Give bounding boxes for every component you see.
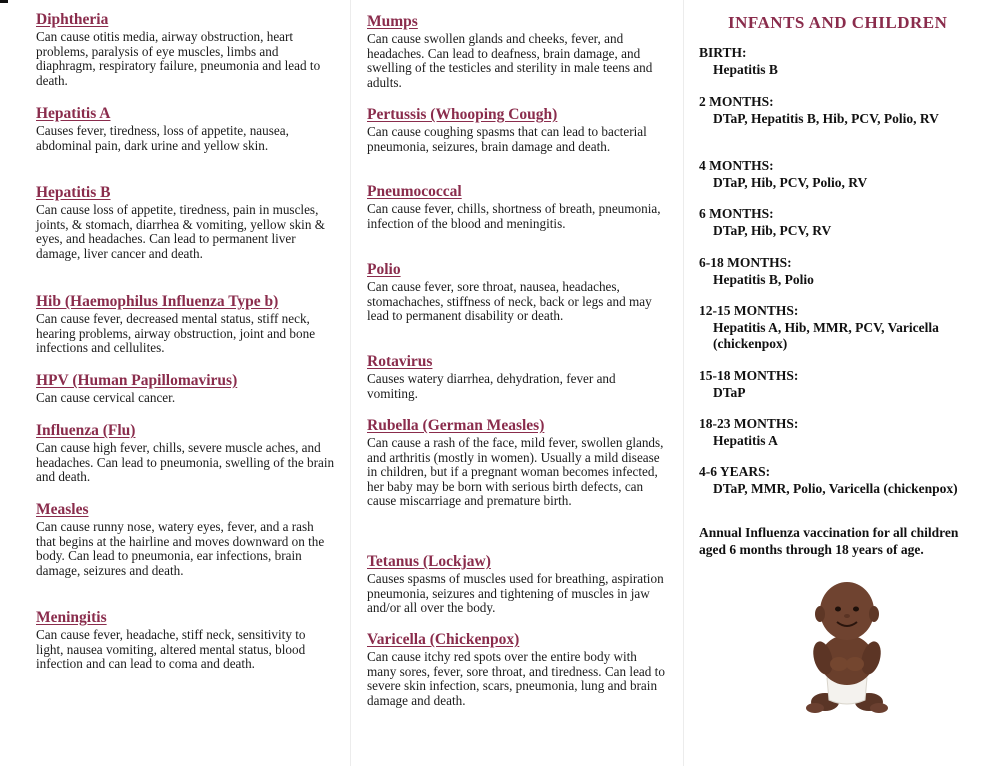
panel-fold-line [350, 0, 351, 766]
schedule-item-6-months [699, 206, 999, 239]
schedule-vaccines: DTaP [713, 384, 746, 400]
disease-description: Can cause fever, decreased mental status, stiff neck, hearing problems, airway obstruction, joint and bone infections and cellulites. [36, 311, 316, 356]
schedule-age: BIRTH: [699, 45, 747, 60]
schedule-item-12-15-months [699, 303, 999, 353]
schedule-age: 4-6 YEARS: [699, 464, 771, 479]
schedule-vaccines: Hepatitis B [713, 61, 778, 77]
disease-entry-varicella [367, 631, 667, 708]
schedule-item-4-months [699, 158, 999, 191]
disease-title: Polio [367, 261, 401, 278]
disease-description: Causes watery diarrhea, dehydration, fever and vomiting. [367, 371, 616, 401]
disease-entry-meningitis [36, 609, 336, 672]
disease-title: Diphtheria [36, 11, 109, 28]
disease-entry-tetanus [367, 553, 667, 616]
disease-title: Hib (Haemophilus Influenza Type b) [36, 293, 279, 310]
schedule-age: 2 MONTHS: [699, 94, 774, 109]
disease-entry-influenza [36, 422, 336, 485]
schedule-heading: INFANTS AND CHILDREN [728, 13, 948, 32]
disease-entry-hpv [36, 372, 336, 406]
disease-description: Can cause runny nose, watery eyes, fever, and a rash that begins at the hairline and moves downward on the body. Can lead to pneumonia, ear infections, brain damage, seizures and death. [36, 519, 325, 578]
disease-description: Causes spasms of muscles used for breathing, aspiration pneumonia, seizures and tightening of muscles in jaw and/or all over the body. [367, 571, 664, 616]
schedule-age: 6-18 MONTHS: [699, 255, 792, 270]
schedule-age: 12-15 MONTHS: [699, 303, 799, 318]
disease-title: Meningitis [36, 609, 107, 626]
disease-title: Hepatitis A [36, 105, 111, 122]
disease-title: Pertussis (Whooping Cough) [367, 106, 558, 123]
baby-photo [799, 578, 894, 718]
disease-description: Can cause swollen glands and cheeks, fever, and headaches. Can lead to deafness, brain damage, and swelling of the testicles and sterility in male teens and adults. [367, 31, 653, 90]
disease-entry-rubella [367, 417, 667, 509]
disease-description: Can cause coughing spasms that can lead to bacterial pneumonia, seizures, brain damage and death. [367, 124, 647, 154]
disease-title: Pneumococcal [367, 183, 462, 200]
schedule-item-18-23-months [699, 416, 999, 449]
schedule-item-4-6-years [699, 464, 999, 497]
schedule-vaccines: Hepatitis A [713, 432, 778, 448]
disease-description: Can cause loss of appetite, tiredness, pain in muscles, joints, & stomach, diarrhea & vomiting, yellow skin & eyes, and headaches. Can lead to permanent liver damage, liver cancer and death. [36, 202, 325, 261]
disease-entry-mumps [367, 13, 667, 90]
schedule-item-6-18-months [699, 255, 999, 288]
disease-title: Tetanus (Lockjaw) [367, 553, 491, 570]
disease-title: Influenza (Flu) [36, 422, 136, 439]
schedule-age: 18-23 MONTHS: [699, 416, 799, 431]
influenza-note: Annual Influenza vaccination for all children aged 6 months through 18 years of age. [699, 525, 959, 557]
disease-entry-measles [36, 501, 336, 578]
disease-title: Hepatitis B [36, 184, 111, 201]
schedule-age: 6 MONTHS: [699, 206, 774, 221]
disease-description: Can cause cervical cancer. [36, 390, 176, 405]
disease-title: Mumps [367, 13, 418, 30]
disease-title: Measles [36, 501, 89, 518]
disease-entry-rotavirus [367, 353, 667, 401]
disease-entry-pertussis [367, 106, 667, 154]
disease-entry-hib [36, 293, 336, 356]
disease-entry-diphtheria [36, 11, 336, 88]
panel-fold-line [683, 0, 684, 766]
disease-description: Can cause fever, sore throat, nausea, headaches, stomachaches, stiffness of neck, back or legs and may lead to permanent disability or death. [367, 279, 652, 324]
schedule-vaccines: DTaP, MMR, Polio, Varicella (chickenpox) [713, 480, 958, 496]
scan-corner-mark [0, 0, 8, 3]
disease-description: Causes fever, tiredness, loss of appetite, nausea, abdominal pain, dark urine and yellow skin. [36, 123, 289, 153]
disease-entry-polio [367, 261, 667, 324]
disease-entry-hepatitis-a [36, 105, 336, 153]
schedule-vaccines: Hepatitis A, Hib, MMR, PCV, Varicella (chickenpox) [713, 319, 939, 351]
disease-description: Can cause otitis media, airway obstruction, heart problems, paralysis of eye muscles, limbs and diaphragm, respiratory failure, pneumonia and lead to death. [36, 29, 321, 88]
disease-entry-hepatitis-b [36, 184, 336, 261]
disease-title: HPV (Human Papillomavirus) [36, 372, 238, 389]
schedule-age: 15-18 MONTHS: [699, 368, 799, 383]
disease-description: Can cause itchy red spots over the entire body with many sores, fever, sore throat, and tiredness. Can lead to severe skin infection, scars, pneumonia, lung and brain damage and death. [367, 649, 665, 708]
schedule-item-2-months [699, 94, 999, 127]
disease-title: Rubella (German Measles) [367, 417, 545, 434]
disease-description: Can cause a rash of the face, mild fever, swollen glands, and arthritis (mostly in women). Usually a mild disease in children, but if a pregnant woman becomes infected, her baby may be born with serious birth defects, can cause miscarriage and premature birth. [367, 435, 664, 509]
schedule-vaccines: Hepatitis B, Polio [713, 271, 814, 287]
schedule-age: 4 MONTHS: [699, 158, 774, 173]
schedule-vaccines: DTaP, Hib, PCV, Polio, RV [713, 174, 868, 190]
schedule-item-birth [699, 45, 999, 78]
schedule-vaccines: DTaP, Hib, PCV, RV [713, 222, 832, 238]
schedule-vaccines: DTaP, Hepatitis B, Hib, PCV, Polio, RV [713, 110, 939, 126]
schedule-item-15-18-months [699, 368, 999, 401]
disease-entry-pneumococcal [367, 183, 667, 231]
disease-description: Can cause fever, chills, shortness of breath, pneumonia, infection of the blood and meningitis. [367, 201, 661, 231]
disease-title: Rotavirus [367, 353, 433, 370]
disease-description: Can cause fever, headache, stiff neck, sensitivity to light, nausea vomiting, altered mental status, blood infection and can lead to coma and death. [36, 627, 306, 672]
disease-title: Varicella (Chickenpox) [367, 631, 520, 648]
disease-description: Can cause high fever, chills, severe muscle aches, and headaches. Can lead to pneumonia, swelling of the brain and death. [36, 440, 335, 485]
